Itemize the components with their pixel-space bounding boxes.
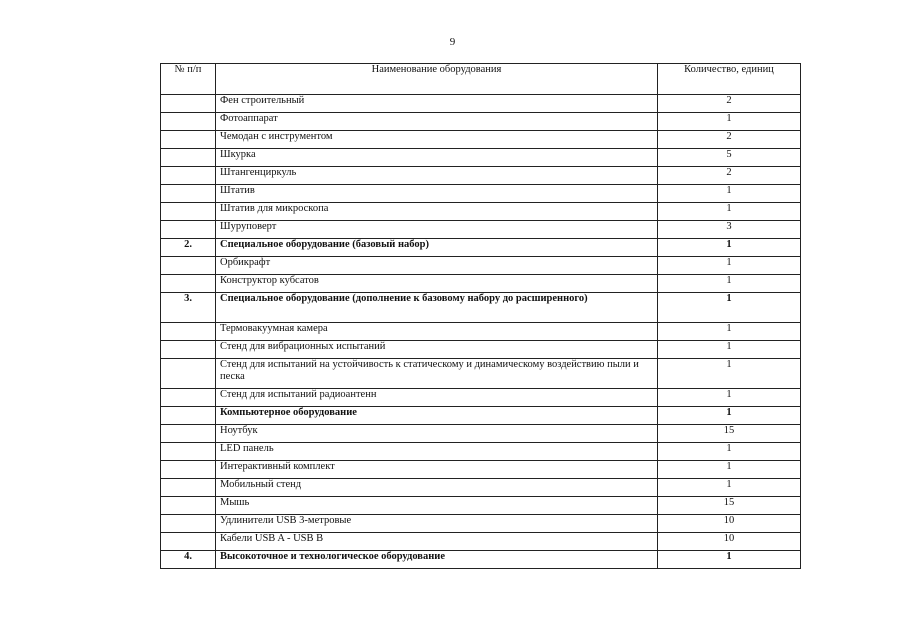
cell-num [161,257,216,275]
cell-name: Удлинители USB 3-метровые [216,515,658,533]
cell-name: Фен строительный [216,95,658,113]
table-row [161,479,801,497]
cell-num [161,497,216,515]
cell-name: Мышь [216,497,658,515]
cell-qty: 1 [658,323,801,341]
cell-name: Специальное оборудование (базовый набор) [216,239,658,257]
cell-num [161,533,216,551]
cell-qty: 1 [658,389,801,407]
cell-name: Фотоаппарат [216,113,658,131]
cell-name: Стенд для испытаний на устойчивость к статическому и динамическому воздействию пыли и песка [216,359,658,389]
cell-num [161,461,216,479]
cell-num [161,359,216,389]
cell-name: Шкурка [216,149,658,167]
cell-name: Высокоточное и технологическое оборудование [216,551,658,569]
table-row [161,425,801,443]
table-row [161,239,801,257]
cell-qty: 2 [658,95,801,113]
cell-qty: 1 [658,239,801,257]
table-row [161,149,801,167]
cell-qty: 15 [658,425,801,443]
cell-qty: 1 [658,443,801,461]
table-row [161,407,801,425]
cell-num [161,131,216,149]
cell-name: Штатив [216,185,658,203]
cell-name: Специальное оборудование (дополнение к базовому набору до расширенного) [216,293,658,323]
header-num: № п/п [161,64,216,95]
cell-name: Кабели USB A - USB B [216,533,658,551]
table-row [161,389,801,407]
equipment-table [160,63,801,569]
table-row [161,497,801,515]
cell-num [161,167,216,185]
cell-num [161,389,216,407]
table-body [161,95,801,569]
table-row [161,257,801,275]
table-row [161,359,801,389]
cell-num [161,275,216,293]
cell-name: Компьютерное оборудование [216,407,658,425]
table-row [161,275,801,293]
header-qty: Количество, единиц [658,64,801,95]
cell-qty: 15 [658,497,801,515]
cell-num [161,443,216,461]
table-row [161,515,801,533]
cell-qty: 3 [658,221,801,239]
cell-qty: 1 [658,275,801,293]
cell-name: Конструктор кубсатов [216,275,658,293]
cell-qty: 1 [658,293,801,323]
table-row [161,131,801,149]
table-row [161,323,801,341]
cell-num [161,221,216,239]
cell-name: Штатив для микроскопа [216,203,658,221]
cell-qty: 1 [658,479,801,497]
cell-qty: 1 [658,461,801,479]
cell-qty: 1 [658,203,801,221]
cell-qty: 2 [658,131,801,149]
table-row [161,551,801,569]
cell-num: 2. [161,239,216,257]
cell-num [161,203,216,221]
cell-num [161,425,216,443]
cell-name: Штангенциркуль [216,167,658,185]
table-row [161,185,801,203]
cell-name: LED панель [216,443,658,461]
cell-name: Стенд для вибрационных испытаний [216,341,658,359]
cell-num [161,95,216,113]
cell-qty: 1 [658,341,801,359]
cell-qty: 10 [658,515,801,533]
cell-name: Стенд для испытаний радиоантенн [216,389,658,407]
table-row [161,221,801,239]
cell-name: Чемодан с инструментом [216,131,658,149]
cell-num: 4. [161,551,216,569]
cell-name: Орбикрафт [216,257,658,275]
table-row [161,293,801,323]
cell-num [161,113,216,131]
cell-name: Ноутбук [216,425,658,443]
table-row [161,461,801,479]
cell-qty: 1 [658,407,801,425]
cell-qty: 5 [658,149,801,167]
table-row [161,113,801,131]
cell-name: Шуруповерт [216,221,658,239]
cell-qty: 1 [658,185,801,203]
cell-name: Интерактивный комплект [216,461,658,479]
cell-name: Термовакуумная камера [216,323,658,341]
cell-num [161,407,216,425]
cell-qty: 1 [658,113,801,131]
cell-num [161,341,216,359]
cell-num [161,323,216,341]
cell-qty: 1 [658,257,801,275]
table-row [161,341,801,359]
cell-qty: 2 [658,167,801,185]
cell-num [161,479,216,497]
cell-num [161,515,216,533]
table-row [161,203,801,221]
table-row [161,533,801,551]
table-header-row [161,64,801,95]
cell-num: 3. [161,293,216,323]
table-row [161,167,801,185]
cell-num [161,149,216,167]
cell-num [161,185,216,203]
table-row [161,443,801,461]
table-row [161,95,801,113]
cell-qty: 10 [658,533,801,551]
header-name: Наименование оборудования [216,64,658,95]
page-number: 9 [449,36,456,48]
cell-qty: 1 [658,551,801,569]
cell-qty: 1 [658,359,801,389]
cell-name: Мобильный стенд [216,479,658,497]
